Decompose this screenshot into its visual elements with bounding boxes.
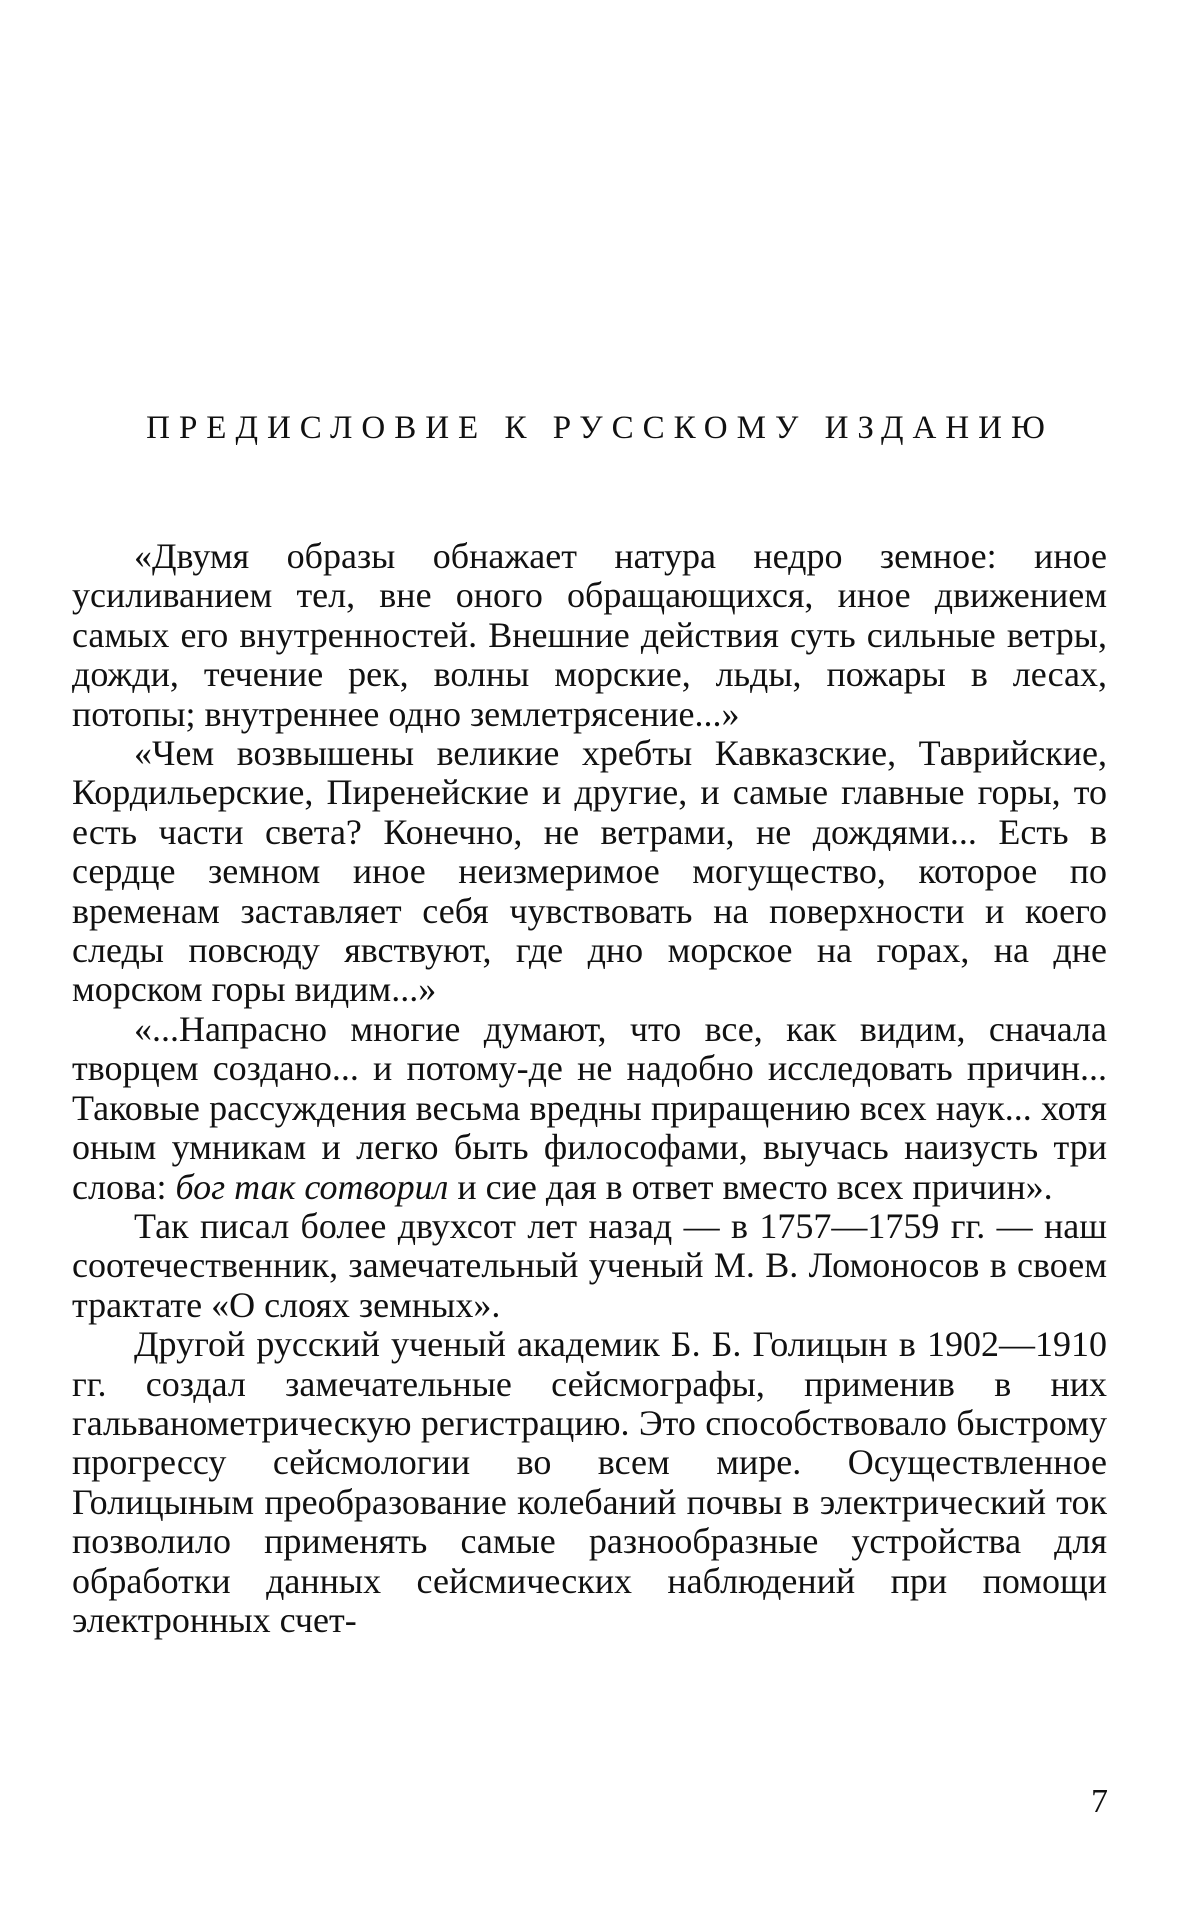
chapter-heading: ПРЕДИСЛОВИЕ К РУССКОМУ ИЗДАНИЮ: [146, 410, 1054, 446]
page-number: 7: [1091, 1783, 1108, 1820]
paragraph-quote-1: «Двумя образы обнажает натура недро земное: иное усиливанием тел, вне оного обращающихся, иное движением самых его внутренностей. Внешние действия суть сильные ветры, дожди, течение рек, волны морские, льды, пожары в лесах, потопы; внутреннее одно землетрясение...»: [72, 536, 1107, 734]
paragraph-lomonosov: Так писал более двухсот лет назад — в 1757—1759 гг. — наш соотечественник, замечательный ученый М. В. Ломоносов в своем трактате «О слоях земных».: [72, 1205, 1107, 1325]
body-text: [72, 537, 1107, 1640]
paragraph-quote-3-end: и сие дая в ответ вместо всех причин».: [448, 1166, 1053, 1207]
paragraph-quote-3-start: «...Напрасно многие думают, что все, как видим, сначала творцем создано... и потому-де не надобно исследовать причин... Таковые рассуждения весьма вредны приращению всех наук... хотя оным умникам и легко быть философами, выучась наизусть три слова:: [72, 1008, 1107, 1207]
paragraph-quote-3: [72, 1010, 1107, 1207]
paragraph-quote-2: «Чем возвышены великие хребты Кавказские, Таврийские, Кордильерские, Пиренейские и другие, и самые главные горы, то есть части света? Конечно, не ветрами, не дождями... Есть в сердце земном иное неизмеримое могущество, которое по временам заставляет себя чувствовать на поверхности и коего следы повсюду явствуют, где дно морское на горах, на дне морском горы видим...»: [72, 733, 1107, 1010]
emphasis-text: бог так сотворил: [175, 1166, 449, 1207]
paragraph-golitsyn: Другой русский ученый академик Б. Б. Голицын в 1902—1910 гг. создал замечательные сейсмографы, применив в них гальванометрическую регистрацию. Это способствовало быстрому прогрессу сейсмологии во всем мире. Осуществленное Голицыным преобразование колебаний почвы в электрический ток позволило применять самые разнообразные устройства для обработки данных сейсмических наблюдений при помощи электронных счет-: [72, 1324, 1107, 1640]
